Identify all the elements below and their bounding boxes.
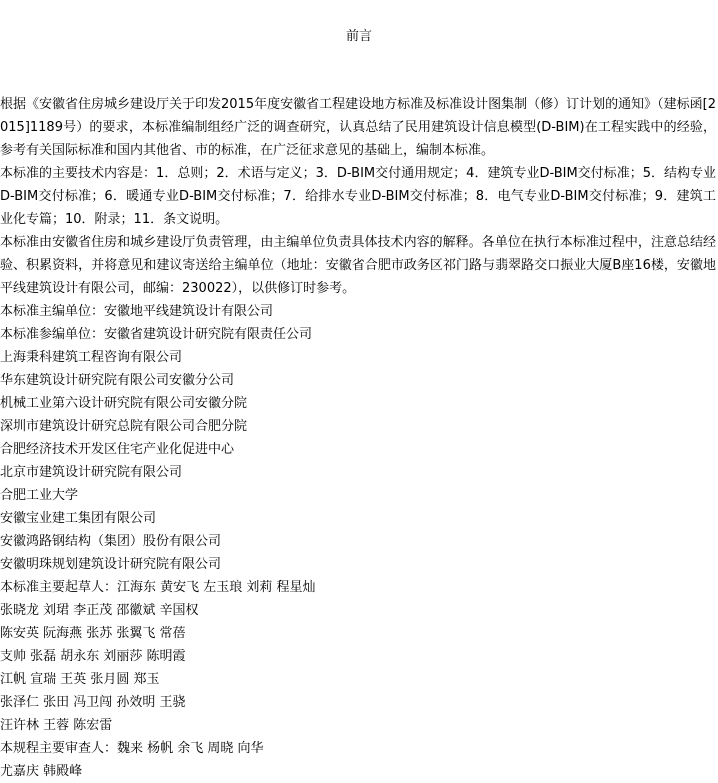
participating-unit: 深圳市建筑设计研究总院有限公司合肥分院: [0, 419, 248, 434]
reviewers-line: 尤嘉庆 韩殿峰: [0, 764, 83, 779]
participating-unit: 合肥经济技术开发区住宅产业化促进中心: [0, 442, 235, 457]
participating-unit: 合肥工业大学: [0, 488, 79, 503]
participating-unit: 安徽明珠规划建筑设计研究院有限公司: [0, 557, 222, 572]
participating-unit: 本标准参编单位：安徽省建筑设计研究院有限责任公司: [0, 327, 313, 342]
drafters-line: 支帅 张磊 胡永东 刘丽莎 陈明霞: [0, 649, 186, 664]
participating-unit: 安徽鸿路钢结构（集团）股份有限公司: [0, 534, 222, 549]
page-title: 前言: [345, 29, 372, 44]
document-body: [0, 93, 716, 783]
management-paragraph: 本标准由安徽省住房和城乡建设厅负责管理，由主编单位负责具体技术内容的解释。各单位在执行本标准过程中，注意总结经验、积累资料，并将意见和建议寄送给主编单位（地址：安徽省合肥市政务区祁门路与翡翠路交口振业大厦B座16楼，安徽地平线建筑设计有限公司，邮编：230022），以供修订时参考。: [0, 235, 716, 296]
drafters-line: 张晓龙 刘珺 李正茂 邵徽斌 辛国权: [0, 603, 199, 618]
drafters-line: 陈安英 阮海燕 张苏 张翼飞 常蓓: [0, 626, 186, 641]
participating-unit: 北京市建筑设计研究院有限公司: [0, 465, 183, 480]
participating-unit: 上海秉科建筑工程咨询有限公司: [0, 350, 183, 365]
drafters-line: 汪许林 王蓉 陈宏雷: [0, 718, 113, 733]
drafters-line: 本标准主要起草人：江海东 黄安飞 左玉琅 刘莉 程星灿: [0, 580, 316, 595]
reviewers-line: 本规程主要审查人：魏来 杨帆 余飞 周晓 向华: [0, 741, 264, 756]
participating-unit: 机械工业第六设计研究院有限公司安徽分院: [0, 396, 248, 411]
technical-content-paragraph: 本标准的主要技术内容是：1．总则；2．术语与定义；3．D-BIM交付通用规定；4．建筑专业D-BIM交付标准；5．结构专业D-BIM交付标准；6．暖通专业D-BIM交付标准；7．给排水专业D-BIM交付标准；8．电气专业D-BIM交付标准；9．建筑工业化专篇；10．附录；11．条文说明。: [0, 166, 716, 227]
participating-unit: 安徽宝业建工集团有限公司: [0, 511, 157, 526]
chief-editor-unit: 本标准主编单位：安徽地平线建筑设计有限公司: [0, 304, 274, 319]
intro-paragraph: 根据《安徽省住房城乡建设厅关于印发2015年度安徽省工程建设地方标准及标准设计图集制（修）订计划的通知》（建标函[2015]1189号）的要求，本标准编制组经广泛的调查研究，认真总结了民用建筑设计信息模型(D-BIM)在工程实践中的经验，参考有关国际标准和国内其他省、市的标准，在广泛征求意见的基础上，编制本标准。: [0, 97, 716, 158]
drafters-line: 张泽仁 张田 冯卫闯 孙效明 王骁: [0, 695, 186, 710]
drafters-line: 江帆 宣瑞 王英 张月圆 郑玉: [0, 672, 160, 687]
participating-unit: 华东建筑设计研究院有限公司安徽分公司: [0, 373, 235, 388]
